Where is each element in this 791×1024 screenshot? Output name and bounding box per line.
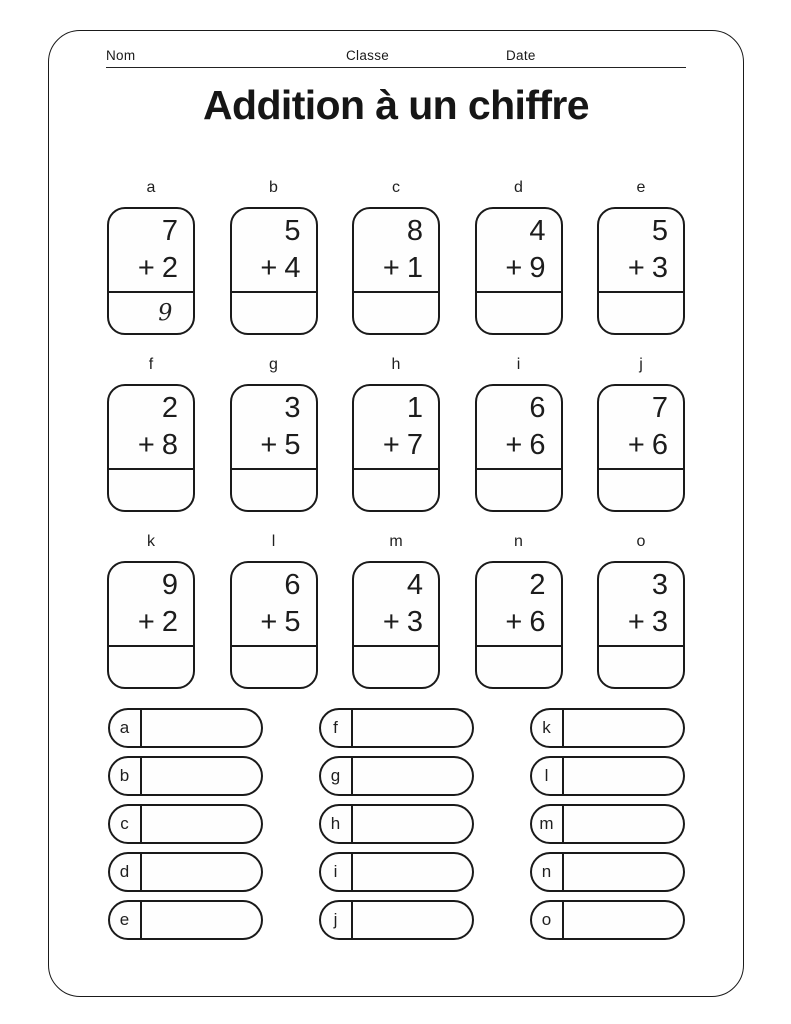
- plus-sign: +: [382, 606, 400, 638]
- answer-slot-letter: b: [110, 758, 142, 794]
- problem-card: [230, 207, 318, 335]
- answer-slot: [108, 852, 263, 892]
- problem-expression: [599, 209, 683, 291]
- handwritten-answer: 9: [157, 299, 173, 327]
- card-answer-area[interactable]: [354, 468, 438, 510]
- card-letter: k: [147, 533, 155, 550]
- answer-slot-letter: l: [532, 758, 564, 794]
- answer-slot-field[interactable]: [353, 902, 472, 938]
- problem-expression: [354, 209, 438, 291]
- card-row-2: [107, 354, 685, 512]
- card-answer-area[interactable]: [354, 645, 438, 687]
- problem-card-group: [107, 354, 195, 512]
- problem-card-group: [352, 531, 440, 689]
- addend-top: 9: [161, 569, 178, 601]
- addend-bottom: 6: [529, 429, 546, 461]
- plus-sign: +: [382, 252, 400, 284]
- answer-slot: [108, 756, 263, 796]
- addend-top: 3: [284, 392, 301, 424]
- card-answer-area[interactable]: [599, 468, 683, 510]
- addend-bottom-row: [505, 427, 545, 464]
- problem-card: [475, 561, 563, 689]
- answer-slot-field[interactable]: [564, 902, 683, 938]
- card-letter: b: [269, 179, 278, 196]
- problems-section: [107, 177, 685, 689]
- header-fields: [106, 46, 686, 68]
- answer-slot-field[interactable]: [564, 710, 683, 746]
- plus-sign: +: [137, 429, 155, 461]
- answer-slot-letter: o: [532, 902, 564, 938]
- problem-card: [597, 561, 685, 689]
- answer-slot: [319, 900, 474, 940]
- problem-expression: [232, 209, 316, 291]
- card-answer-area[interactable]: [109, 468, 193, 510]
- card-letter: h: [391, 356, 401, 373]
- answer-slot-field[interactable]: [353, 758, 472, 794]
- answer-slot: [530, 804, 685, 844]
- card-answer-area[interactable]: [232, 468, 316, 510]
- answer-slot: [319, 852, 474, 892]
- problem-card-group: [475, 354, 563, 512]
- problem-expression: [109, 563, 193, 645]
- answer-slot: [530, 900, 685, 940]
- problem-card-group: [230, 354, 318, 512]
- addend-bottom-row: [628, 250, 668, 287]
- addend-bottom-row: [260, 427, 300, 464]
- plus-sign: +: [260, 429, 278, 461]
- card-letter: c: [392, 179, 400, 196]
- card-letter: m: [389, 533, 403, 550]
- addend-bottom-row: [383, 427, 423, 464]
- card-answer-area[interactable]: [599, 291, 683, 333]
- answer-slot-field[interactable]: [142, 758, 261, 794]
- problem-card-group: [597, 354, 685, 512]
- card-answer-area[interactable]: [232, 645, 316, 687]
- answer-slot-field[interactable]: [564, 758, 683, 794]
- problem-card: [475, 207, 563, 335]
- problem-card: [352, 207, 440, 335]
- plus-sign: +: [137, 252, 155, 284]
- answer-sheet: [108, 708, 685, 940]
- problem-card: [597, 384, 685, 512]
- card-answer-area[interactable]: [232, 291, 316, 333]
- addend-bottom-row: [138, 250, 178, 287]
- problem-card-group: [475, 177, 563, 335]
- class-field-label: Classe: [346, 48, 390, 63]
- answer-slot-letter: m: [532, 806, 564, 842]
- addend-bottom: 2: [161, 606, 178, 638]
- card-letter: j: [639, 356, 643, 373]
- addend-bottom-row: [260, 604, 300, 641]
- addend-bottom: 5: [284, 429, 301, 461]
- answer-slot-letter: d: [110, 854, 142, 890]
- answer-slot-field[interactable]: [142, 902, 261, 938]
- addend-top: 8: [406, 215, 423, 247]
- answer-slot-field[interactable]: [142, 854, 261, 890]
- answer-slot: [108, 804, 263, 844]
- problem-card-group: [230, 531, 318, 689]
- problem-card-group: [352, 354, 440, 512]
- addend-top: 7: [651, 392, 668, 424]
- addend-bottom: 4: [284, 252, 301, 284]
- name-field-label: Nom: [106, 48, 136, 63]
- date-field-label: Date: [506, 48, 536, 63]
- addend-bottom-row: [383, 604, 423, 641]
- problem-card-group: [230, 177, 318, 335]
- card-letter: f: [148, 356, 154, 373]
- plus-sign: +: [260, 606, 278, 638]
- problem-card-group: [597, 531, 685, 689]
- problem-expression: [599, 386, 683, 468]
- addend-top: 7: [161, 215, 178, 247]
- card-answer-area[interactable]: [109, 645, 193, 687]
- problem-card: [107, 207, 195, 335]
- addend-bottom-row: [628, 427, 668, 464]
- answer-slot: [530, 756, 685, 796]
- addend-bottom: 3: [651, 606, 668, 638]
- answer-slot-letter: h: [321, 806, 353, 842]
- plus-sign: +: [505, 606, 523, 638]
- card-answer-area[interactable]: [354, 291, 438, 333]
- answer-slot-letter: a: [110, 710, 142, 746]
- addend-bottom-row: [628, 604, 668, 641]
- addend-top: 4: [406, 569, 423, 601]
- answer-slot-field[interactable]: [353, 854, 472, 890]
- problem-card: [230, 561, 318, 689]
- addend-bottom: 2: [161, 252, 178, 284]
- addend-bottom: 1: [406, 252, 423, 284]
- answer-slot: [530, 852, 685, 892]
- answer-slot-letter: k: [532, 710, 564, 746]
- answer-column-1: [108, 708, 263, 940]
- problem-card: [107, 561, 195, 689]
- answer-slot-field[interactable]: [564, 806, 683, 842]
- plus-sign: +: [627, 606, 645, 638]
- plus-sign: +: [382, 429, 400, 461]
- problem-card: [475, 384, 563, 512]
- addend-top: 5: [651, 215, 668, 247]
- card-letter: g: [269, 356, 278, 373]
- answer-slot: [108, 708, 263, 748]
- answer-slot-field[interactable]: [142, 806, 261, 842]
- answer-column-2: [319, 708, 474, 940]
- answer-column-3: [530, 708, 685, 940]
- card-letter: o: [636, 533, 646, 550]
- plus-sign: +: [627, 252, 645, 284]
- answer-slot: [319, 708, 474, 748]
- problem-card: [352, 384, 440, 512]
- problem-expression: [477, 386, 561, 468]
- card-letter: d: [514, 179, 523, 196]
- addend-top: 2: [161, 392, 178, 424]
- problem-expression: [354, 386, 438, 468]
- answer-slot-letter: c: [110, 806, 142, 842]
- addend-bottom: 8: [161, 429, 178, 461]
- answer-slot-letter: j: [321, 902, 353, 938]
- plus-sign: +: [260, 252, 278, 284]
- answer-slot-letter: g: [321, 758, 353, 794]
- addend-top: 6: [284, 569, 301, 601]
- card-answer-area[interactable]: [109, 291, 193, 333]
- problem-card-group: [352, 177, 440, 335]
- addend-bottom: 3: [406, 606, 423, 638]
- problem-card: [107, 384, 195, 512]
- problem-expression: [232, 386, 316, 468]
- card-letter: l: [271, 533, 276, 550]
- answer-slot-field[interactable]: [142, 710, 261, 746]
- answer-slot: [108, 900, 263, 940]
- addend-bottom: 6: [651, 429, 668, 461]
- plus-sign: +: [505, 252, 523, 284]
- card-letter: i: [516, 356, 521, 373]
- plus-sign: +: [627, 429, 645, 461]
- problem-expression: [354, 563, 438, 645]
- addend-bottom-row: [138, 604, 178, 641]
- worksheet-frame: [48, 30, 744, 997]
- card-letter: e: [636, 179, 646, 196]
- addend-top: 5: [284, 215, 301, 247]
- addend-bottom: 3: [651, 252, 668, 284]
- card-answer-area[interactable]: [477, 468, 561, 510]
- card-letter: a: [146, 179, 156, 196]
- addend-bottom-row: [260, 250, 300, 287]
- problem-card: [597, 207, 685, 335]
- plus-sign: +: [505, 429, 523, 461]
- problem-expression: [599, 563, 683, 645]
- problem-card-group: [107, 177, 195, 335]
- problem-card: [352, 561, 440, 689]
- addend-bottom-row: [138, 427, 178, 464]
- card-answer-area[interactable]: [477, 291, 561, 333]
- card-row-1: [107, 177, 685, 335]
- problem-card-group: [475, 531, 563, 689]
- answer-slot: [530, 708, 685, 748]
- answer-slot-letter: n: [532, 854, 564, 890]
- card-letter: n: [514, 533, 523, 550]
- problem-expression: [109, 209, 193, 291]
- addend-top: 3: [651, 569, 668, 601]
- problem-expression: [477, 563, 561, 645]
- addend-top: 4: [529, 215, 546, 247]
- addend-bottom-row: [505, 604, 545, 641]
- addend-bottom: 7: [406, 429, 423, 461]
- problem-expression: [232, 563, 316, 645]
- addend-top: 1: [406, 392, 423, 424]
- problem-expression: [477, 209, 561, 291]
- addend-bottom: 9: [529, 252, 546, 284]
- answer-slot: [319, 804, 474, 844]
- problem-expression: [109, 386, 193, 468]
- addend-bottom: 6: [529, 606, 546, 638]
- addend-bottom-row: [383, 250, 423, 287]
- answer-slot-letter: i: [321, 854, 353, 890]
- answer-slot-letter: e: [110, 902, 142, 938]
- answer-slot-field[interactable]: [353, 710, 472, 746]
- answer-slot: [319, 756, 474, 796]
- answer-slot-field[interactable]: [353, 806, 472, 842]
- problem-card-group: [597, 177, 685, 335]
- answer-slot-field[interactable]: [564, 854, 683, 890]
- plus-sign: +: [137, 606, 155, 638]
- addend-top: 6: [529, 392, 546, 424]
- answer-slot-letter: f: [321, 710, 353, 746]
- problem-card: [230, 384, 318, 512]
- addend-top: 2: [529, 569, 546, 601]
- addend-bottom: 5: [284, 606, 301, 638]
- page-title: Addition à un chiffre: [203, 82, 589, 128]
- card-row-3: [107, 531, 685, 689]
- card-answer-area[interactable]: [477, 645, 561, 687]
- problem-card-group: [107, 531, 195, 689]
- card-answer-area[interactable]: [599, 645, 683, 687]
- addend-bottom-row: [505, 250, 545, 287]
